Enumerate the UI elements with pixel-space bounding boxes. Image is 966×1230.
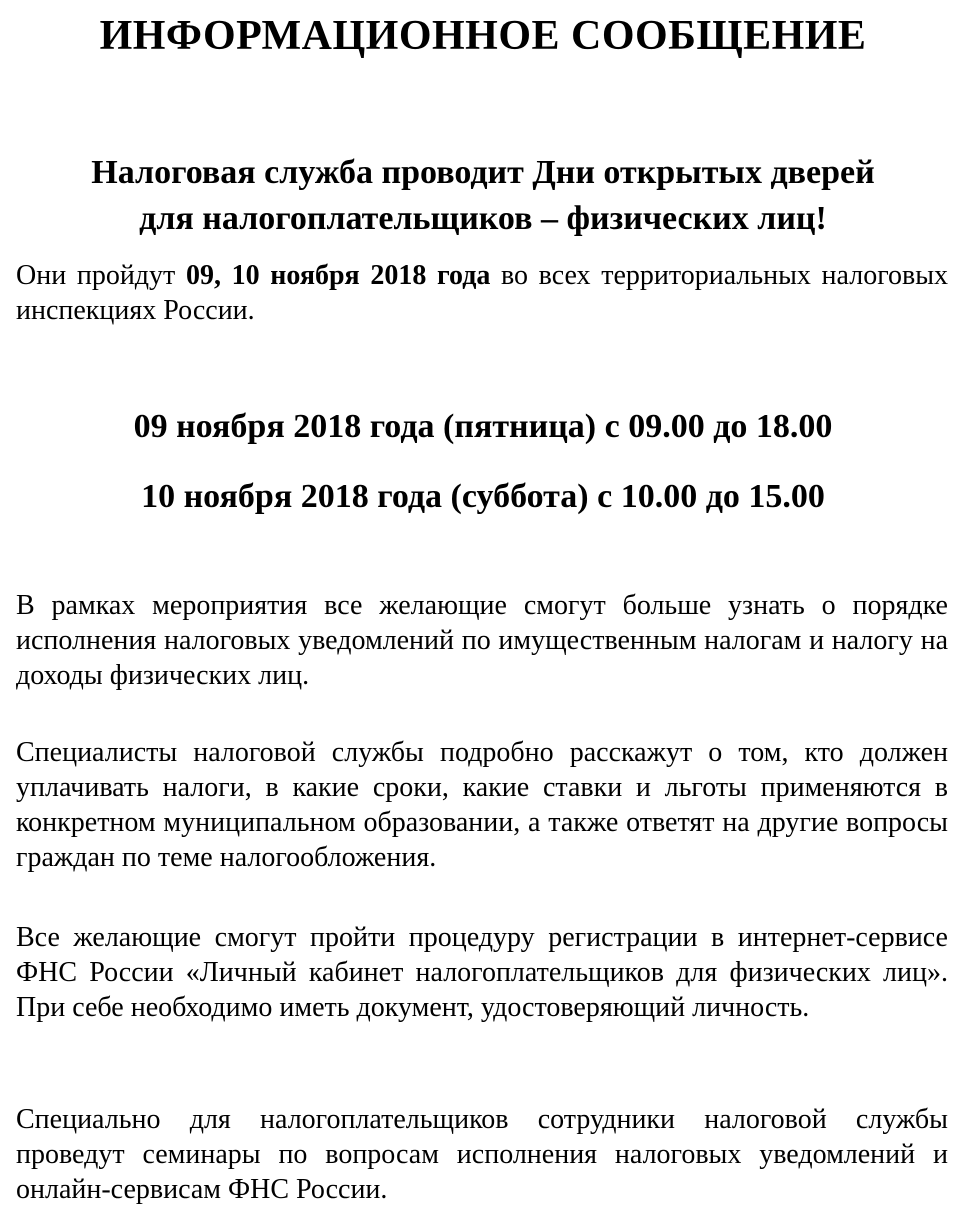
intro-paragraph	[16, 258, 948, 328]
announcement-heading	[14, 150, 952, 242]
intro-prefix: Они пройдут	[16, 260, 186, 291]
schedule-line-saturday: 10 ноября 2018 года (суббота) с 10.00 до 15.00	[141, 478, 825, 515]
paragraph-event-info: В рамках мероприятия все желающие смогут больше узнать о порядке исполнения налоговых уведомлений по имущественным налогам и налогу на доходы физических лиц.	[16, 590, 948, 691]
paragraph-registration: Все желающие смогут пройти процедуру регистрации в интернет-сервисе ФНС России «Личный кабинет налогоплательщиков для физических лиц». При себе необходимо иметь документ, удостоверяющий личность.	[16, 922, 948, 1023]
paragraph-seminars: Специально для налогоплательщиков сотрудники налоговой службы проведут семинары по вопросам исполнения налоговых уведомлений и онлайн-сервисам ФНС России.	[16, 1104, 948, 1205]
intro-suffix: во всех территориальных налоговых инспекциях России.	[16, 260, 949, 326]
page-title: ИНФОРМАЦИОННОЕ СООБЩЕНИЕ	[99, 13, 867, 59]
announcement-heading-line-1: Налоговая служба проводит Дни открытых дверей	[91, 154, 875, 191]
announcement-heading-line-2: для налогоплательщиков – физических лиц!	[139, 200, 827, 237]
schedule-line-friday: 09 ноября 2018 года (пятница) с 09.00 до 18.00	[133, 408, 833, 445]
intro-dates: 09, 10 ноября 2018 года	[185, 260, 491, 291]
paragraph-specialists: Специалисты налоговой службы подробно расскажут о том, кто должен уплачивать налоги, в какие сроки, какие ставки и льготы применяются в конкретном муниципальном образовании, а также ответят на другие вопросы граждан по теме налогообложения.	[16, 737, 948, 873]
